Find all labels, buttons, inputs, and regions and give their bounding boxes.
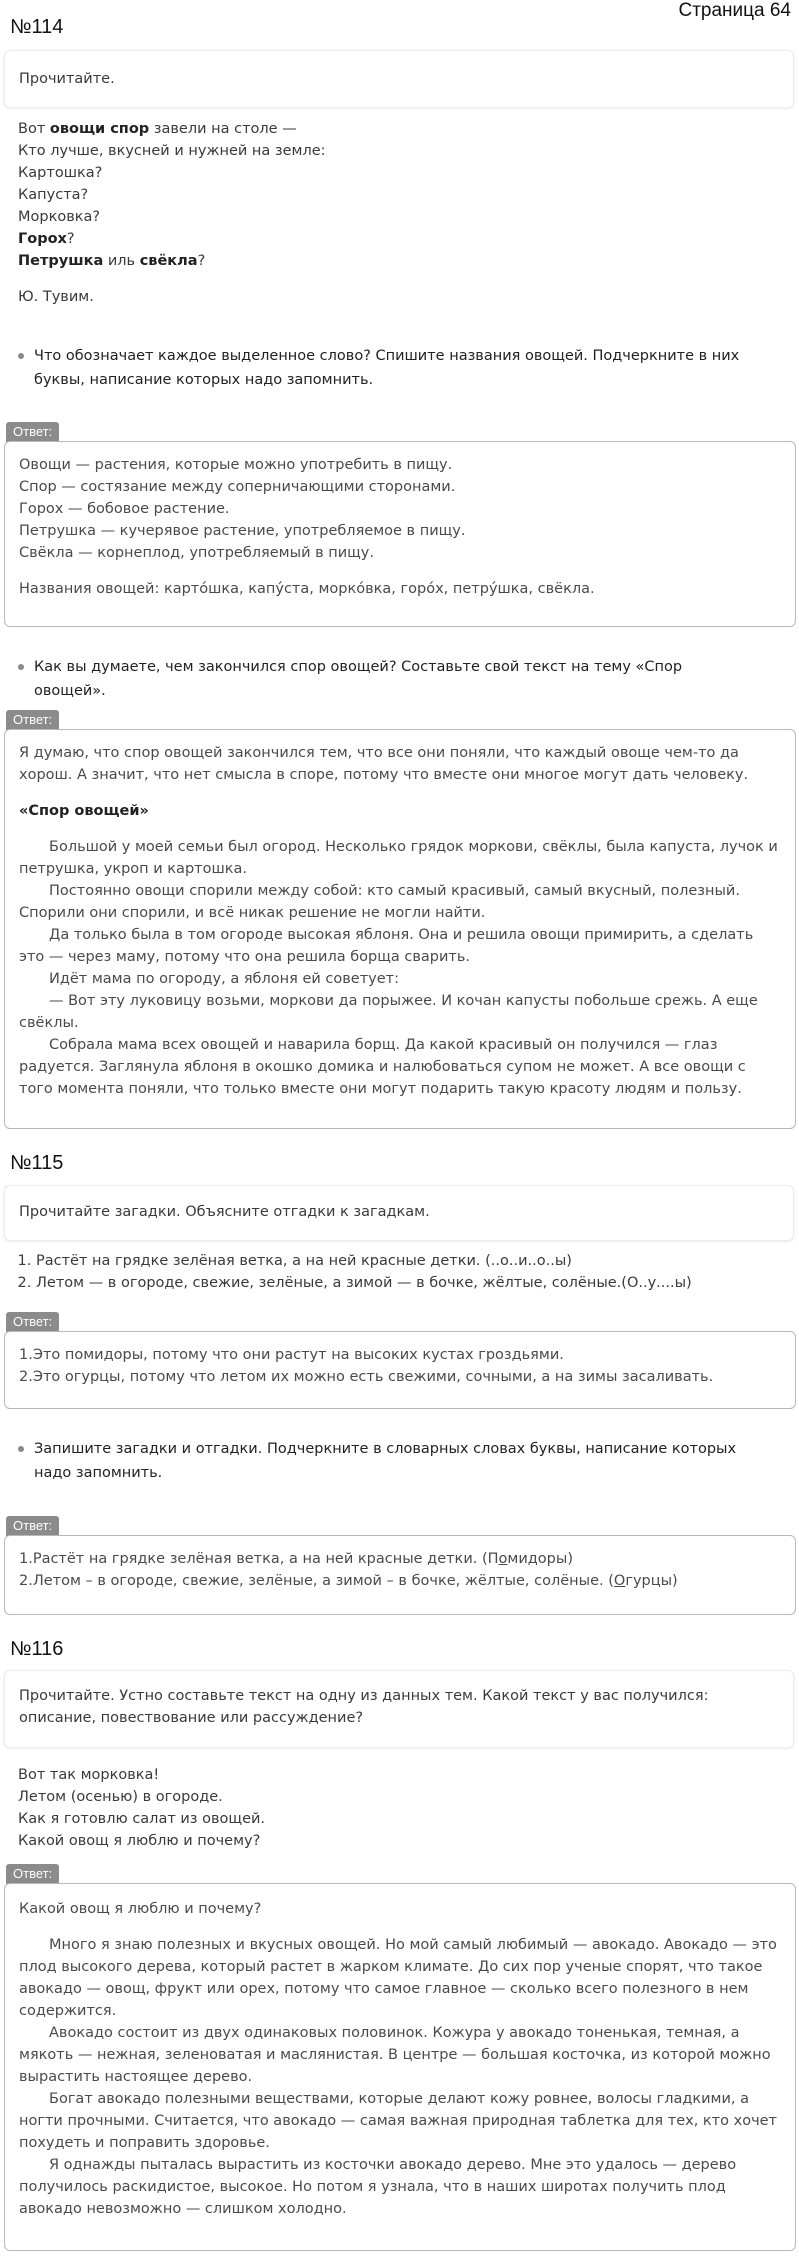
bullet-icon [18, 664, 24, 670]
answer-label: Ответ: [6, 1516, 59, 1536]
answer-line: Петрушка — кучерявое растение, употребляемое в пищу. [19, 523, 466, 539]
story-paragraph: Да только была в том огороде высокая яблоня. Она и решила овощи примирить, а сделать это — через маму, потому что она решила борща сварить. [19, 927, 754, 965]
theme-item: Вот так морковка! [18, 1767, 160, 1783]
question-114-1 [12, 344, 752, 392]
story-paragraph: Большой у моей семьи был огород. Несколько грядок моркови, свёклы, была капуста, лучок и петрушка, укроп и картошка. [19, 839, 778, 877]
riddle-item: 2. Летом — в огороде, свежие, зелёные, а зимой — в бочке, жёлтые, солёные.(О..у....ы) [36, 1272, 692, 1294]
question-text: Как вы думаете, чем закончился спор овощей? Составьте свой текст на тему «Спор овощей». [34, 659, 683, 699]
question-115-2 [12, 1437, 752, 1485]
essay-paragraph: Я однажды пыталась вырастить из косточки авокадо дерево. Мне это удалось — дерево получилось раскидистое, высокое. Но потом я узнала, что в наших широтах получить плод авокадо невозможно — слишком холодно. [19, 2157, 737, 2217]
task-text: Прочитайте. [19, 71, 115, 87]
bullet-icon [18, 353, 24, 359]
task-card-116 [4, 1670, 794, 1748]
task-number-114: №114 [10, 16, 64, 38]
answer-line: Спор — состязание между соперничающими сторонами. [19, 479, 456, 495]
essay-title: Какой овощ я люблю и почему? [19, 1901, 262, 1917]
answer-line: Горох — бобовое растение. [19, 501, 230, 517]
answer-label: Ответ: [6, 422, 59, 442]
answer-115-2 [4, 1535, 796, 1615]
answer-114-2 [4, 729, 796, 1129]
answer-line: Овощи — растения, которые можно употребить в пищу. [19, 457, 453, 473]
answer-115-1 [4, 1331, 796, 1409]
answer-line: 1.Растёт на грядке зелёная ветка, а на ней красные детки. (Помидоры) [19, 1551, 573, 1567]
answer-label: Ответ: [6, 1864, 59, 1884]
task-number-116: №116 [10, 1638, 64, 1660]
answer-line: 2.Это огурцы, потому что летом их можно есть свежими, сочными, а на зимы засаливать. [19, 1369, 714, 1385]
riddle-item: 1. Растёт на грядке зелёная ветка, а на ней красные детки. (..о..и..о..ы) [36, 1250, 692, 1272]
riddle-list [14, 1250, 692, 1294]
task-number-115: №115 [10, 1152, 64, 1174]
answer-116-1 [4, 1883, 796, 2251]
question-text: Что обозначает каждое выделенное слово? Спишите названия овощей. Подчеркните в них буквы, написание которых надо запомнить. [34, 348, 740, 388]
poem-line-1: Вот овощи спор завели на столе — [18, 121, 297, 137]
poem-line-4: Капуста? [18, 187, 89, 203]
theme-item: Летом (осенью) в огороде. [18, 1789, 223, 1805]
essay-paragraph: Авокадо состоит из двух одинаковых половинок. Кожура у авокадо тоненькая, темная, а мякоть — нежная, зеленоватая и маслянистая. В центре — большая косточка, из которой можно вырастить настоящее дерево. [19, 2025, 771, 2085]
bullet-icon [18, 1446, 24, 1452]
story-paragraph: Идёт мама по огороду, а яблоня ей советует: [49, 971, 399, 987]
answer-line: Названия овощей: карто́шка, капу́ста, морко́вка, горо́х, петру́шка, свёкла. [19, 581, 595, 597]
theme-list [18, 1764, 265, 1852]
story-paragraph: Собрала мама всех овощей и наварила борщ. Да какой красивый он получился — глаз радуется. Заглянула яблоня в окошко домика и налюбоваться супом не может. А все овощи с того момента поняли, что только вместе они могут подарить такую красоту людям и пользу. [19, 1037, 746, 1097]
story-title: «Спор овощей» [19, 803, 149, 819]
story-paragraph: Постоянно овощи спорили между собой: кто самый красивый, самый вкусный, полезный. Спорили они спорили, и всё никак решение не могли найти. [19, 883, 740, 921]
poem-line-6: Горох? [18, 231, 75, 247]
answer-line: 1.Это помидоры, потому что они растут на высоких кустах гроздьями. [19, 1347, 564, 1363]
poem [18, 118, 326, 308]
poem-line-5: Морковка? [18, 209, 101, 225]
poem-line-7: Петрушка иль свёкла? [18, 253, 206, 269]
question-114-2 [12, 655, 752, 703]
task-card-115 [4, 1185, 794, 1241]
answer-intro: Я думаю, что спор овощей закончился тем, что все они поняли, что каждый овоще чем-то да хорош. А значит, что нет смысла в споре, потому что вместе они многое могут дать человеку. [19, 745, 749, 783]
task-text: Прочитайте загадки. Объясните отгадки к загадкам. [19, 1204, 430, 1220]
answer-line: Свёкла — корнеплод, употребляемый в пищу. [19, 545, 375, 561]
poem-line-3: Картошка? [18, 165, 103, 181]
question-text: Запишите загадки и отгадки. Подчеркните в словарных словах буквы, написание которых надо запомнить. [34, 1441, 737, 1481]
essay-paragraph: Много я знаю полезных и вкусных овощей. Но мой самый любимый — авокадо. Авокадо — это плод высокого дерева, который растет в жарком климате. До сих пор ученые спорят, что такое авокадо — овощ, фрукт или орех, потому что самое главное — сколько всего полезного в нем содержится. [19, 1937, 777, 2019]
task-card-114 [4, 50, 794, 108]
theme-item: Как я готовлю салат из овощей. [18, 1811, 266, 1827]
answer-line: 2.Летом – в огороде, свежие, зелёные, а зимой – в бочке, жёлтые, солёные. (Огурцы) [19, 1573, 678, 1589]
page-number: Страница 64 [678, 0, 791, 21]
answer-114-1 [4, 441, 796, 627]
theme-item: Какой овощ я люблю и почему? [18, 1833, 261, 1849]
task-text: Прочитайте. Устно составьте текст на одну из данных тем. Какой текст у вас получился: описание, повествование или рассуждение? [19, 1688, 709, 1726]
poem-line-2: Кто лучше, вкусней и нужней на земле: [18, 143, 326, 159]
answer-label: Ответ: [6, 1312, 59, 1332]
essay-paragraph: Богат авокадо полезными веществами, которые делают кожу ровнее, волосы гладкими, а ногти прочными. Считается, что авокадо — самая важная природная таблетка для тех, кто хочет похудеть и поправить здоровье. [19, 2091, 778, 2151]
answer-label: Ответ: [6, 710, 59, 730]
poem-author: Ю. Тувим. [18, 289, 94, 305]
story-paragraph: — Вот эту луковицу возьми, моркови да порыжее. И кочан капусты побольше срежь. А еще свёклы. [19, 993, 758, 1031]
